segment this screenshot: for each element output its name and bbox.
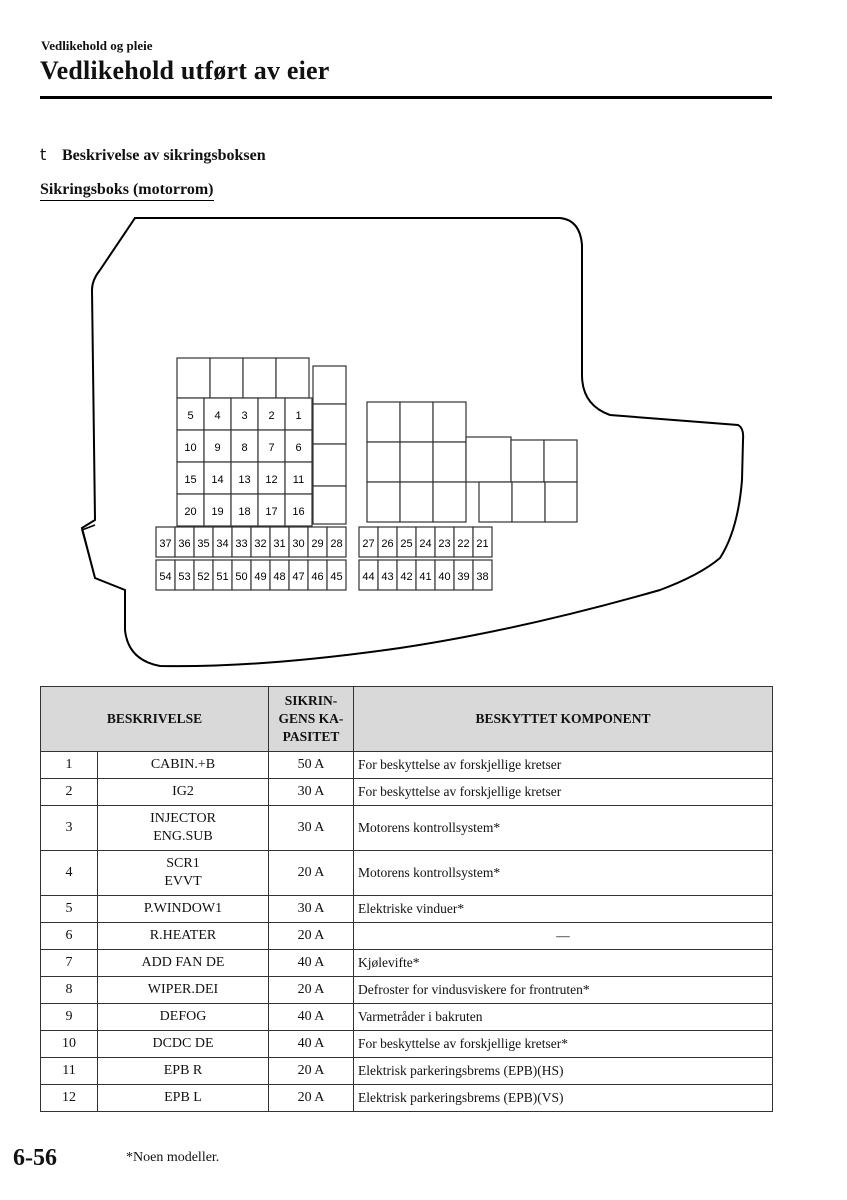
relay-slot bbox=[545, 482, 577, 522]
fuse-capacity-cell: 40 A bbox=[269, 1004, 354, 1031]
fuse-number: 32 bbox=[254, 538, 267, 550]
fuse-number: 22 bbox=[457, 538, 470, 550]
fuse-description-cell: CABIN.+B bbox=[98, 752, 269, 779]
table-row bbox=[41, 1031, 773, 1058]
fuse-number: 21 bbox=[476, 538, 489, 550]
table-row bbox=[41, 896, 773, 923]
footnote: *Noen modeller. bbox=[126, 1150, 220, 1165]
fuse-number: 54 bbox=[159, 571, 172, 583]
fuse-number-cell: 5 bbox=[41, 896, 98, 923]
relay-slot bbox=[367, 482, 400, 522]
relay-slot bbox=[400, 442, 433, 482]
relay-slot bbox=[400, 402, 433, 442]
relay-slot bbox=[466, 437, 511, 482]
fuse-description-cell: INJECTOR ENG.SUB bbox=[98, 806, 269, 851]
fuse-number: 53 bbox=[178, 571, 191, 583]
fuse-number: 23 bbox=[438, 538, 451, 550]
fuse-capacity-cell: 20 A bbox=[269, 851, 354, 896]
fuse-number: 37 bbox=[159, 538, 172, 550]
fuse-number: 17 bbox=[265, 506, 278, 518]
fuse-number: 49 bbox=[254, 571, 267, 583]
fuse-capacity-cell: 20 A bbox=[269, 923, 354, 950]
fuse-number: 2 bbox=[268, 410, 275, 422]
fuse-description-cell: IG2 bbox=[98, 779, 269, 806]
fuse-number: 45 bbox=[330, 571, 343, 583]
bullet-heading-text: Beskrivelse av sikringsboksen bbox=[62, 147, 266, 164]
table-row bbox=[41, 1085, 773, 1112]
fuse-number-cell: 7 bbox=[41, 950, 98, 977]
protected-component-cell: For beskyttelse av forskjellige kretser bbox=[354, 752, 773, 779]
fuse-number-cell: 11 bbox=[41, 1058, 98, 1085]
header-description: BESKRIVELSE bbox=[41, 687, 269, 752]
protected-component-cell: Motorens kontrollsystem* bbox=[354, 806, 773, 851]
fuse-number-cell: 12 bbox=[41, 1085, 98, 1112]
section-label: Vedlikehold og pleie bbox=[41, 38, 153, 53]
fuse-number: 40 bbox=[438, 571, 451, 583]
fuse-description-cell: DCDC DE bbox=[98, 1031, 269, 1058]
fuse-number: 10 bbox=[184, 442, 197, 454]
fuse-table bbox=[40, 686, 773, 1112]
relay-slot bbox=[479, 482, 512, 522]
fuse-number: 14 bbox=[211, 474, 224, 486]
relay-slot bbox=[276, 358, 309, 398]
protected-component-cell: Elektrisk parkeringsbrems (EPB)(VS) bbox=[354, 1085, 773, 1112]
protected-component-cell: For beskyttelse av forskjellige kretser* bbox=[354, 1031, 773, 1058]
fuse-description-cell: WIPER.DEI bbox=[98, 977, 269, 1004]
fuse-number: 3 bbox=[241, 410, 248, 422]
relay-slot bbox=[367, 402, 400, 442]
fuse-number: 5 bbox=[187, 410, 194, 422]
protected-component-cell: Defroster for vindusviskere for frontruten* bbox=[354, 977, 773, 1004]
fuse-number-cell: 10 bbox=[41, 1031, 98, 1058]
relay-slot bbox=[433, 442, 466, 482]
bullet-icon: t bbox=[40, 145, 47, 164]
relay-slot bbox=[313, 444, 346, 486]
fuse-number: 42 bbox=[400, 571, 413, 583]
table-row bbox=[41, 752, 773, 779]
fuse-capacity-cell: 30 A bbox=[269, 806, 354, 851]
header-capacity: SIKRIN- GENS KA- PASITET bbox=[269, 687, 354, 752]
fuse-number: 41 bbox=[419, 571, 432, 583]
fuse-description-cell: EPB L bbox=[98, 1085, 269, 1112]
protected-component-cell: — bbox=[354, 923, 773, 950]
table-row bbox=[41, 950, 773, 977]
fuse-description-cell: ADD FAN DE bbox=[98, 950, 269, 977]
fuse-description-cell: P.WINDOW1 bbox=[98, 896, 269, 923]
header-component: BESKYTTET KOMPONENT bbox=[354, 687, 773, 752]
fuse-number-cell: 9 bbox=[41, 1004, 98, 1031]
fuse-number: 31 bbox=[273, 538, 286, 550]
relay-slot bbox=[243, 358, 276, 398]
table-row bbox=[41, 779, 773, 806]
fuse-number: 6 bbox=[295, 442, 302, 454]
fuse-number: 7 bbox=[268, 442, 275, 454]
fuse-number: 34 bbox=[216, 538, 229, 550]
table-row bbox=[41, 1058, 773, 1085]
relay-slot bbox=[177, 358, 210, 398]
fuse-description-cell: DEFOG bbox=[98, 1004, 269, 1031]
fuse-number: 38 bbox=[476, 571, 489, 583]
fuse-capacity-cell: 30 A bbox=[269, 896, 354, 923]
fuse-number: 8 bbox=[241, 442, 248, 454]
fuse-capacity-cell: 50 A bbox=[269, 752, 354, 779]
table-row bbox=[41, 851, 773, 896]
protected-component-cell: Motorens kontrollsystem* bbox=[354, 851, 773, 896]
protected-component-cell: Kjølevifte* bbox=[354, 950, 773, 977]
fuse-number-cell: 6 bbox=[41, 923, 98, 950]
fuse-number-cell: 8 bbox=[41, 977, 98, 1004]
subsection-heading: Sikringsboks (motorrom) bbox=[40, 181, 214, 201]
fuse-number: 35 bbox=[197, 538, 210, 550]
fuse-number: 29 bbox=[311, 538, 324, 550]
relay-slot bbox=[210, 358, 243, 398]
fuse-number: 46 bbox=[311, 571, 324, 583]
fuse-capacity-cell: 40 A bbox=[269, 1031, 354, 1058]
fuse-number: 9 bbox=[214, 442, 221, 454]
table-row bbox=[41, 806, 773, 851]
fuse-number: 36 bbox=[178, 538, 191, 550]
fuse-number: 24 bbox=[419, 538, 432, 550]
fuse-number: 52 bbox=[197, 571, 210, 583]
fuse-number: 19 bbox=[211, 506, 224, 518]
fuse-capacity-cell: 30 A bbox=[269, 779, 354, 806]
table-row bbox=[41, 923, 773, 950]
fuse-number: 39 bbox=[457, 571, 470, 583]
fuse-number: 51 bbox=[216, 571, 229, 583]
fuse-number: 16 bbox=[292, 506, 305, 518]
protected-component-cell: Varmetråder i bakruten bbox=[354, 1004, 773, 1031]
fuse-number: 15 bbox=[184, 474, 197, 486]
fuse-capacity-cell: 20 A bbox=[269, 1085, 354, 1112]
fuse-number: 50 bbox=[235, 571, 248, 583]
relay-slot bbox=[544, 440, 577, 482]
relay-slot bbox=[511, 440, 544, 482]
protected-component-cell: Elektrisk parkeringsbrems (EPB)(HS) bbox=[354, 1058, 773, 1085]
fuse-number-cell: 1 bbox=[41, 752, 98, 779]
relay-slot bbox=[512, 482, 545, 522]
fuse-number: 30 bbox=[292, 538, 305, 550]
table-header-row bbox=[41, 687, 773, 752]
fuse-description-cell: EPB R bbox=[98, 1058, 269, 1085]
fuse-number: 44 bbox=[362, 571, 375, 583]
fuse-description-cell: SCR1 EVVT bbox=[98, 851, 269, 896]
table-body bbox=[41, 752, 773, 1112]
fuse-number: 25 bbox=[400, 538, 413, 550]
fuse-capacity-cell: 20 A bbox=[269, 977, 354, 1004]
relay-slot bbox=[367, 442, 400, 482]
fuse-number-cell: 4 bbox=[41, 851, 98, 896]
fuse-number: 20 bbox=[184, 506, 197, 518]
fuse-number: 28 bbox=[330, 538, 343, 550]
relay-slot bbox=[313, 486, 346, 524]
fuse-number-cell: 2 bbox=[41, 779, 98, 806]
page-number: 6-56 bbox=[13, 1145, 57, 1171]
protected-component-cell: For beskyttelse av forskjellige kretser bbox=[354, 779, 773, 806]
page-title: Vedlikehold utført av eier bbox=[40, 56, 330, 85]
fuse-number: 11 bbox=[292, 474, 305, 486]
fuse-number: 27 bbox=[362, 538, 375, 550]
relay-slot bbox=[313, 404, 346, 444]
fuse-capacity-cell: 20 A bbox=[269, 1058, 354, 1085]
fuse-capacity-cell: 40 A bbox=[269, 950, 354, 977]
table-row bbox=[41, 1004, 773, 1031]
fuse-description-cell: R.HEATER bbox=[98, 923, 269, 950]
relay-slot bbox=[433, 482, 466, 522]
fuse-number: 47 bbox=[292, 571, 305, 583]
relay-slot bbox=[400, 482, 433, 522]
fuse-number: 33 bbox=[235, 538, 248, 550]
fuse-number: 1 bbox=[295, 410, 302, 422]
table-row bbox=[41, 977, 773, 1004]
fuse-number: 12 bbox=[265, 474, 278, 486]
fuse-number: 13 bbox=[238, 474, 251, 486]
fuse-number: 18 bbox=[238, 506, 251, 518]
fuse-number: 48 bbox=[273, 571, 286, 583]
fuse-number: 43 bbox=[381, 571, 394, 583]
protected-component-cell: Elektriske vinduer* bbox=[354, 896, 773, 923]
relay-slot bbox=[313, 366, 346, 404]
relay-slot bbox=[433, 402, 466, 442]
fuse-number: 26 bbox=[381, 538, 394, 550]
fuse-number: 4 bbox=[214, 410, 221, 422]
fuse-number-cell: 3 bbox=[41, 806, 98, 851]
